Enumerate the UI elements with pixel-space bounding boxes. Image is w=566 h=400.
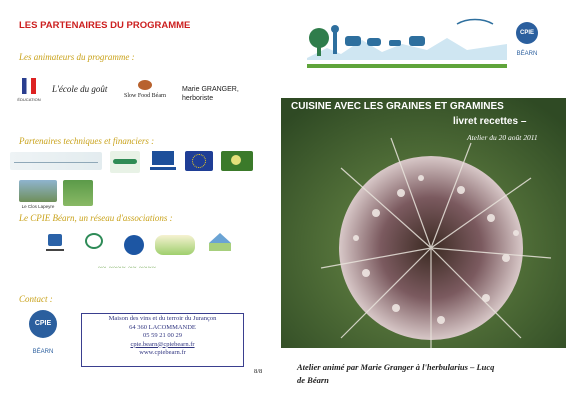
partner-logo-pyrenees [110,151,140,173]
slow-food-bearn-logo: Slow Food Béarn [120,80,170,104]
european-union-flag [185,151,213,171]
partner-logo-green [63,180,93,206]
aquitaine-logo [148,150,178,174]
photo-caption-line-1: Atelier animé par Marie Granger à l'herbularius – Lucq [297,362,495,372]
cover-subtitle: livret recettes – [453,116,527,127]
cover-photo [281,98,566,348]
page-heading: LES PARTENAIRES DU PROGRAMME [19,20,191,31]
network-logo-1 [44,232,66,258]
animator-role: herboriste [182,95,214,102]
network-logo-6: ~~ ~~~~ ~~ ~~~~ [98,264,157,272]
address-line-1: Maison des vins et du terroir du Jurançon [108,315,217,322]
animator-name: Marie GRANGER, [182,86,239,93]
section-cpie-network: Le CPIE Béarn, un réseau d'associations : [19,213,173,223]
contact-address-card [81,313,244,367]
network-logo-3 [124,235,144,255]
ecole-du-gout-logo: L'école du goût [52,84,108,94]
section-partenaires-techniques: Partenaires techniques et financiers : [19,136,155,146]
education-nationale-logo: ÉDUCATION [16,76,42,112]
clos-lapeyre-label: Le Clos Lapeyre [21,204,55,209]
section-contact: Contact : [19,294,53,304]
page-number: 8/8 [254,368,263,375]
cover-date: Atelier du 20 août 2011 [467,133,538,142]
cpie-bearn-banner-logo: CPIE BÉARN [510,22,544,64]
section-animateurs: Les animateurs du programme : [19,52,135,62]
phone-number: 05 59 21 00 29 [143,332,182,339]
photo-caption-line-2: de Béarn [297,375,329,385]
cover-title: CUISINE AVEC LES GRAINES ET GRAMINES [291,101,504,112]
banner-illustration [307,14,507,68]
clos-lapeyre-photo [19,180,57,202]
network-logo-5 [205,233,235,257]
partner-logo-1 [10,152,102,170]
network-logo-2 [80,233,108,253]
address-line-2: 64 360 LACOMMANDE [129,323,196,331]
website-link[interactable]: www.cpiebearn.fr [139,349,186,356]
email-link[interactable]: cpie.bearn@cpiebearn.fr [130,340,195,348]
network-logo-4 [155,235,195,255]
leader-logo [221,151,253,171]
cpie-bearn-logo: CPIE BÉARN [26,310,60,360]
photo-caption [297,361,559,387]
